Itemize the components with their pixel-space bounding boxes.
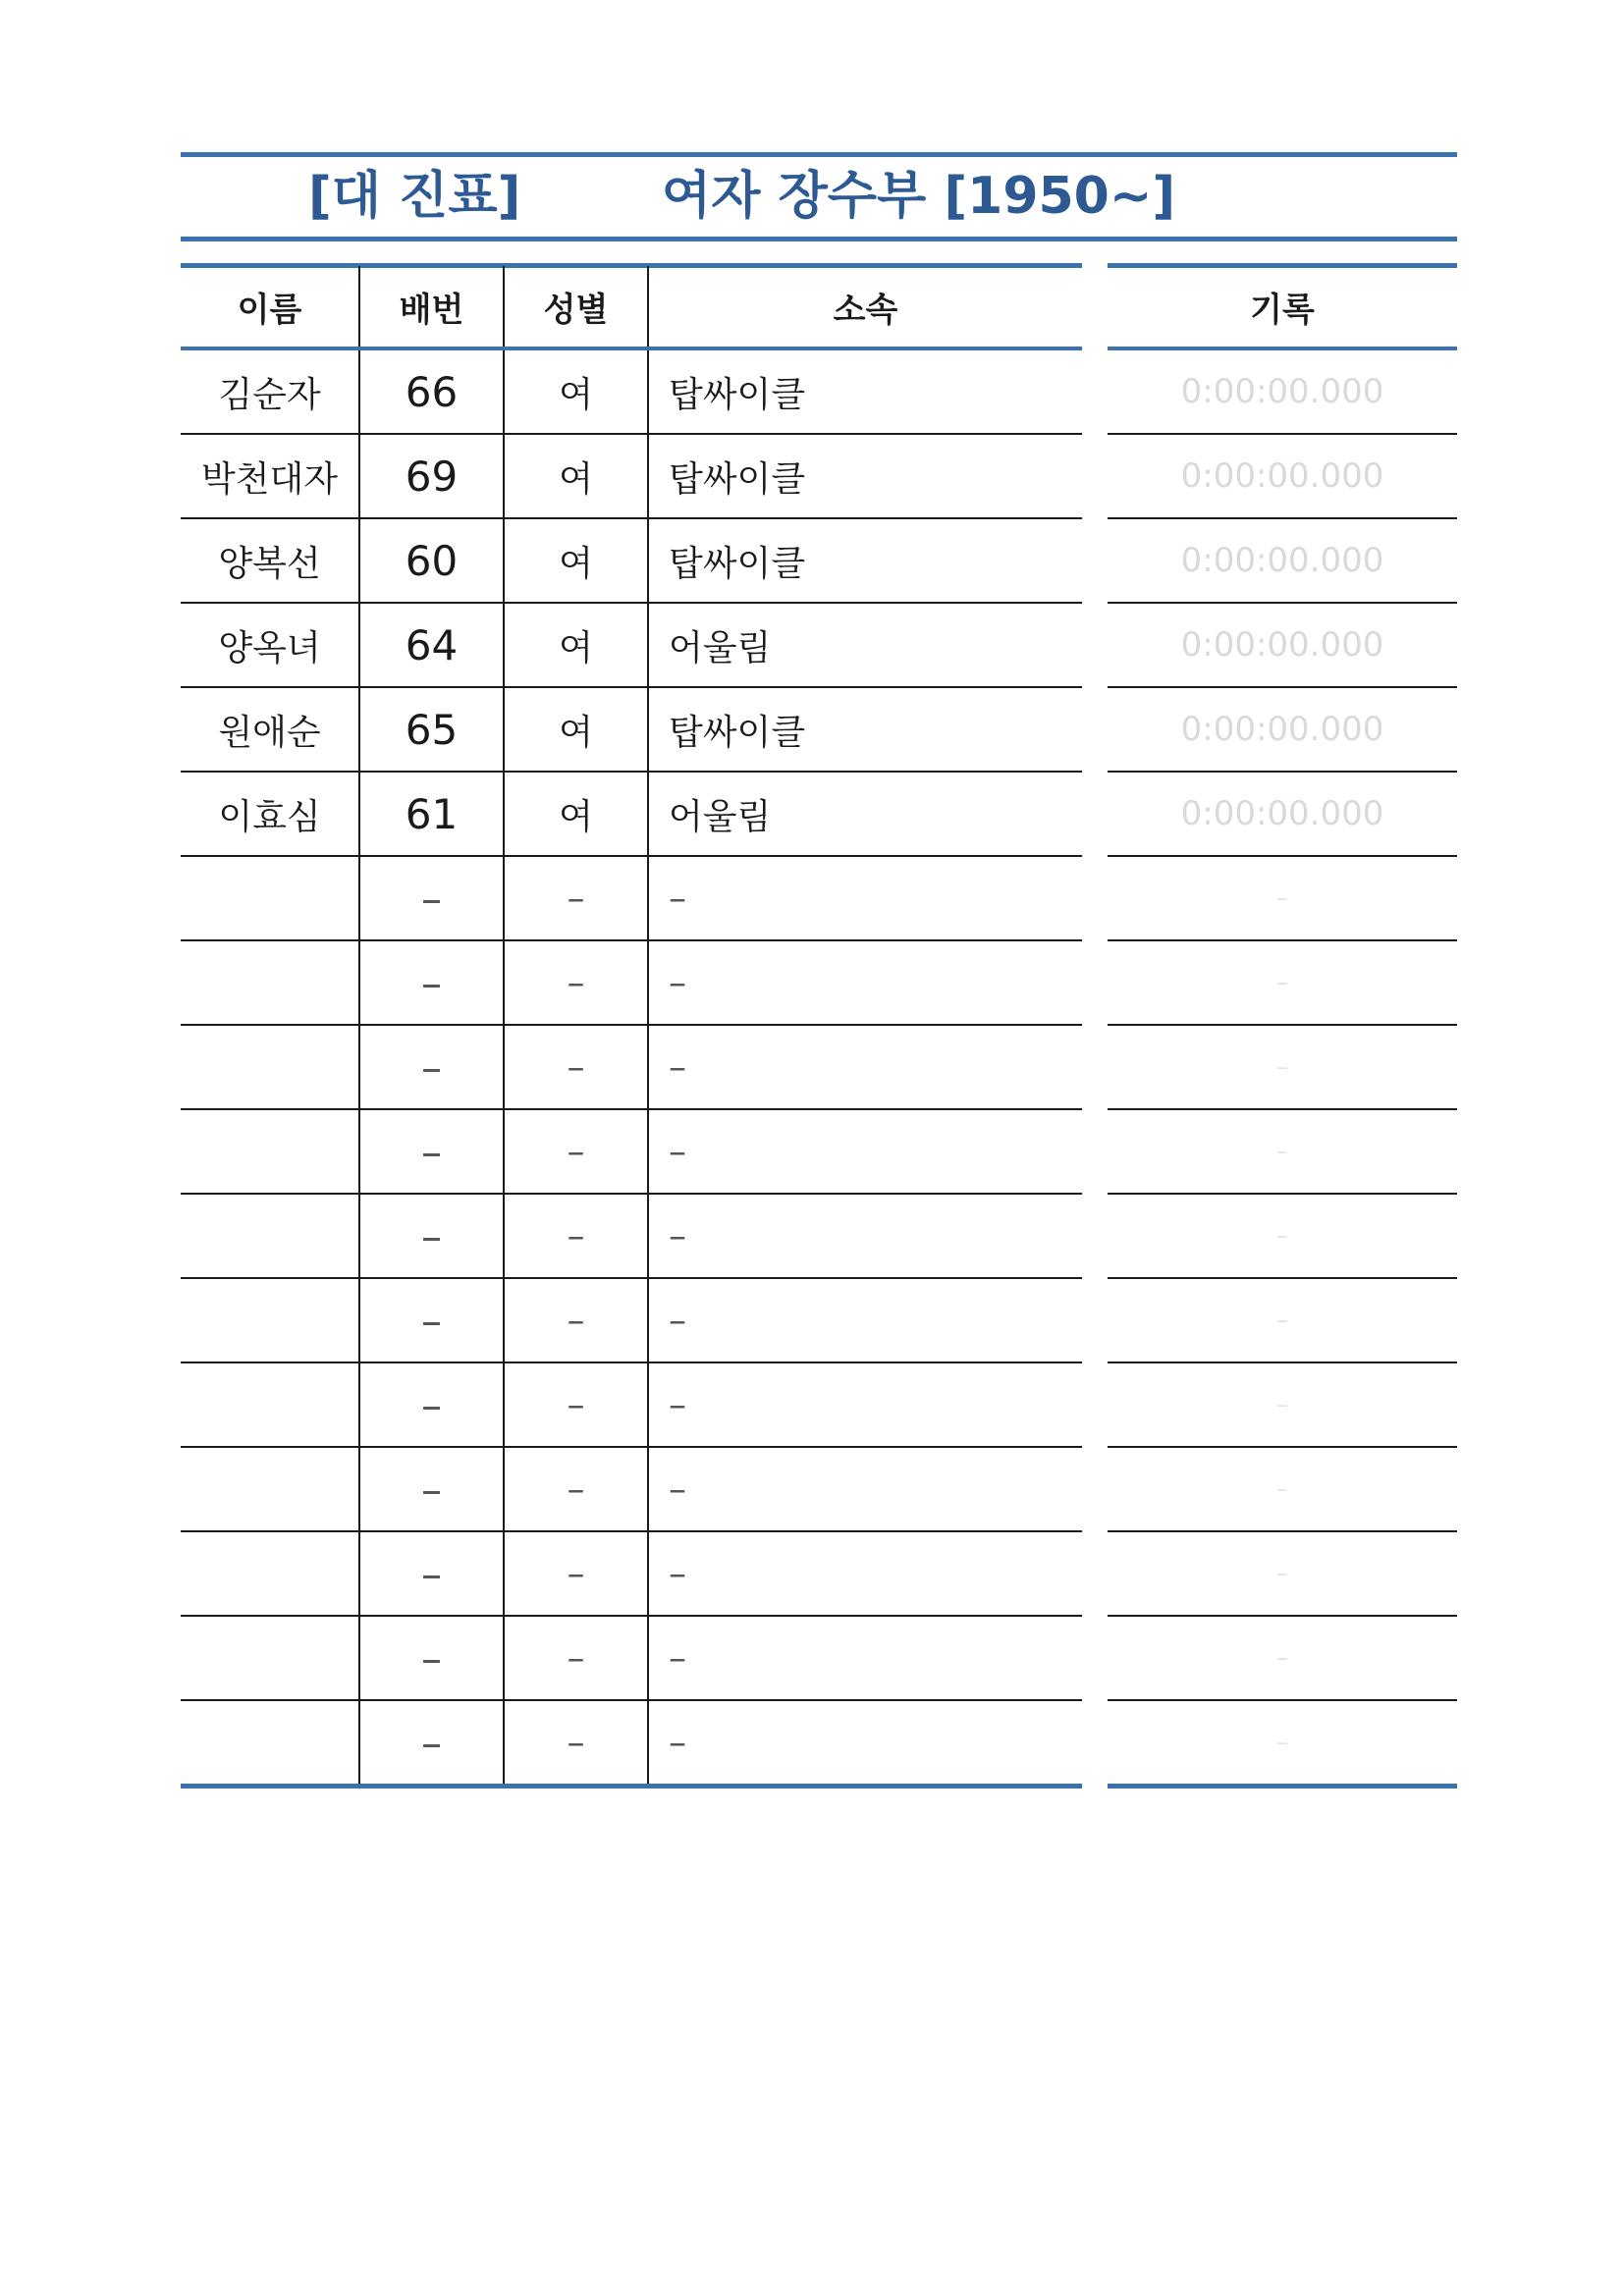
header-team: 소속 — [648, 266, 1082, 348]
record-row — [1108, 940, 1457, 1025]
record-row — [1108, 434, 1457, 518]
cell-team: – — [648, 1531, 1082, 1616]
cell-name — [181, 940, 359, 1025]
cell-sex: 여 — [504, 772, 648, 856]
cell-team: – — [648, 940, 1082, 1025]
cell-bib: – — [359, 1616, 504, 1700]
cell-team: 탑싸이클 — [648, 348, 1082, 434]
table-row — [181, 518, 1082, 603]
cell-name — [181, 1362, 359, 1447]
record-row — [1108, 348, 1457, 434]
cell-bib: – — [359, 1700, 504, 1787]
cell-bib: – — [359, 1447, 504, 1531]
cell-record: – — [1108, 940, 1457, 1025]
table-row — [181, 1194, 1082, 1278]
category-title: 여자 장수부 [1950~] — [662, 167, 1176, 226]
cell-sex: – — [504, 1025, 648, 1109]
table-row — [181, 1447, 1082, 1531]
cell-bib: 66 — [359, 348, 504, 434]
cell-team: – — [648, 1616, 1082, 1700]
cell-team: – — [648, 1362, 1082, 1447]
table-row — [181, 434, 1082, 518]
cell-record: – — [1108, 1700, 1457, 1787]
record-row — [1108, 772, 1457, 856]
cell-team: – — [648, 1447, 1082, 1531]
cell-team: 탑싸이클 — [648, 518, 1082, 603]
cell-record: – — [1108, 856, 1457, 940]
cell-name: 양복선 — [181, 518, 359, 603]
cell-record: – — [1108, 1025, 1457, 1109]
cell-sex: – — [504, 856, 648, 940]
cell-team: – — [648, 856, 1082, 940]
cell-name — [181, 1109, 359, 1194]
cell-name — [181, 1531, 359, 1616]
cell-name — [181, 1616, 359, 1700]
cell-name — [181, 856, 359, 940]
table-row — [181, 687, 1082, 772]
cell-bib: – — [359, 856, 504, 940]
table-row — [181, 1278, 1082, 1362]
cell-record: – — [1108, 1616, 1457, 1700]
title-bar — [181, 155, 1457, 238]
cell-sex: – — [504, 1278, 648, 1362]
cell-sex: – — [504, 1531, 648, 1616]
cell-sex: – — [504, 1700, 648, 1787]
bracket-title: [대 진표] — [308, 167, 521, 226]
table-row — [181, 348, 1082, 434]
cell-sex: – — [504, 1362, 648, 1447]
cell-team: 탑싸이클 — [648, 687, 1082, 772]
cell-sex: – — [504, 1194, 648, 1278]
header-sex: 성별 — [504, 266, 648, 348]
cell-team: – — [648, 1700, 1082, 1787]
cell-sex: 여 — [504, 687, 648, 772]
header-bib: 배번 — [359, 266, 504, 348]
table-row — [181, 1531, 1082, 1616]
cell-team: – — [648, 1109, 1082, 1194]
cell-team: – — [648, 1278, 1082, 1362]
cell-record: 0:00:00.000 — [1108, 772, 1457, 856]
cell-name — [181, 1194, 359, 1278]
record-row — [1108, 1616, 1457, 1700]
cell-name — [181, 1278, 359, 1362]
cell-name — [181, 1700, 359, 1787]
cell-name: 원애순 — [181, 687, 359, 772]
cell-name: 양옥녀 — [181, 603, 359, 687]
record-row — [1108, 856, 1457, 940]
table-row — [181, 940, 1082, 1025]
cell-record: 0:00:00.000 — [1108, 434, 1457, 518]
record-row — [1108, 1109, 1457, 1194]
cell-record: 0:00:00.000 — [1108, 348, 1457, 434]
cell-team: 어울림 — [648, 603, 1082, 687]
record-row — [1108, 603, 1457, 687]
cell-bib: 64 — [359, 603, 504, 687]
cell-team: – — [648, 1194, 1082, 1278]
cell-bib: – — [359, 1109, 504, 1194]
table-row — [181, 856, 1082, 940]
cell-sex: – — [504, 1616, 648, 1700]
cell-bib: – — [359, 1531, 504, 1616]
cell-name: 김순자 — [181, 348, 359, 434]
record-row — [1108, 518, 1457, 603]
cell-record: 0:00:00.000 — [1108, 518, 1457, 603]
cell-sex: 여 — [504, 518, 648, 603]
cell-record: – — [1108, 1531, 1457, 1616]
record-header-row — [1108, 266, 1457, 348]
cell-record: – — [1108, 1278, 1457, 1362]
record-row — [1108, 1025, 1457, 1109]
cell-name — [181, 1447, 359, 1531]
cell-bib: 60 — [359, 518, 504, 603]
record-row — [1108, 1447, 1457, 1531]
cell-bib: – — [359, 1025, 504, 1109]
cell-sex: – — [504, 940, 648, 1025]
entry-table — [181, 266, 1082, 1789]
cell-record: – — [1108, 1109, 1457, 1194]
table-row — [181, 1362, 1082, 1447]
cell-sex: – — [504, 1109, 648, 1194]
cell-team: 어울림 — [648, 772, 1082, 856]
cell-record: 0:00:00.000 — [1108, 603, 1457, 687]
cell-name: 박천대자 — [181, 434, 359, 518]
header-record: 기록 — [1108, 266, 1457, 348]
cell-name: 이효심 — [181, 772, 359, 856]
cell-record: – — [1108, 1447, 1457, 1531]
record-row — [1108, 1531, 1457, 1616]
cell-record: – — [1108, 1194, 1457, 1278]
header-row — [181, 266, 1082, 348]
record-row — [1108, 1194, 1457, 1278]
record-row — [1108, 1278, 1457, 1362]
cell-record: 0:00:00.000 — [1108, 687, 1457, 772]
table-row — [181, 772, 1082, 856]
record-row — [1108, 1700, 1457, 1787]
cell-sex: 여 — [504, 434, 648, 518]
cell-sex: 여 — [504, 603, 648, 687]
table-row — [181, 1616, 1082, 1700]
cell-bib: 61 — [359, 772, 504, 856]
table-row — [181, 1700, 1082, 1787]
cell-name — [181, 1025, 359, 1109]
table-row — [181, 1109, 1082, 1194]
cell-bib: 65 — [359, 687, 504, 772]
cell-bib: – — [359, 940, 504, 1025]
header-name: 이름 — [181, 266, 359, 348]
record-row — [1108, 1362, 1457, 1447]
cell-bib: 69 — [359, 434, 504, 518]
cell-record: – — [1108, 1362, 1457, 1447]
cell-team: – — [648, 1025, 1082, 1109]
cell-bib: – — [359, 1194, 504, 1278]
table-row — [181, 1025, 1082, 1109]
record-row — [1108, 687, 1457, 772]
cell-sex: 여 — [504, 348, 648, 434]
cell-sex: – — [504, 1447, 648, 1531]
cell-bib: – — [359, 1278, 504, 1362]
cell-team: 탑싸이클 — [648, 434, 1082, 518]
cell-bib: – — [359, 1362, 504, 1447]
record-table — [1108, 266, 1457, 1789]
table-row — [181, 603, 1082, 687]
